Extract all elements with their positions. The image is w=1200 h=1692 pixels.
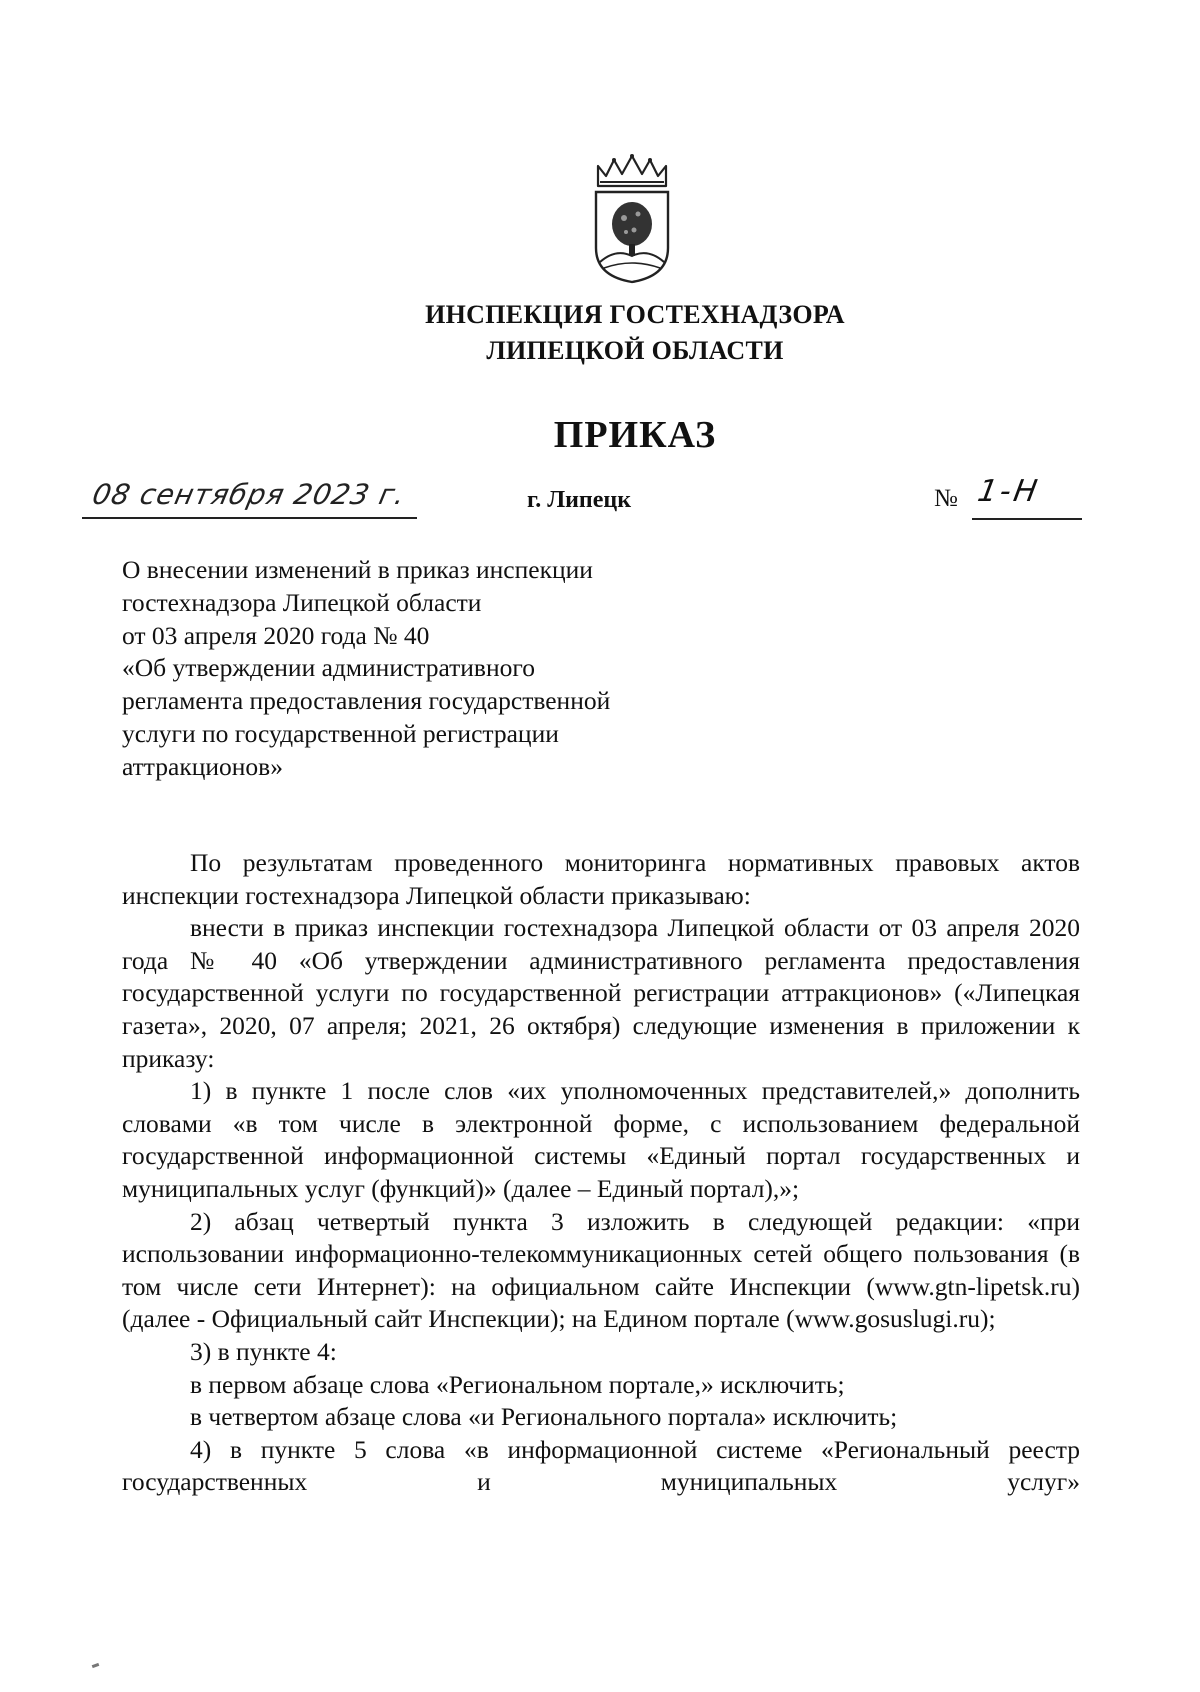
- organization-name-line-2: ЛИПЕЦКОЙ ОБЛАСТИ: [486, 336, 784, 365]
- subject-line: О внесении изменений в приказ инспекции: [122, 555, 593, 584]
- date-underline: [82, 517, 417, 519]
- subject-line: услуги по государственной регистрации: [122, 718, 559, 748]
- body-paragraph: 1) в пункте 1 после слов «их уполномоченных представителей,» дополнить словами «в том числе в электронной форме, с использованием федеральной государственной информационной системы «Единый портал государственных и муниципальных услуг (функций)» (далее – Единый портал),»;: [122, 1076, 1080, 1203]
- body-paragraph: внести в приказ инспекции гостехнадзора Липецкой области от 03 апреля 2020 года № 40 «Об утверждении административного регламента предоставления государственной услуги по государственной регистрации аттракционов» («Липецкая газета», 2020, 07 апреля; 2021, 26 октября) следующие изменения в приложении к приказу:: [122, 913, 1080, 1073]
- subject-line: гостехнадзора Липецкой области: [122, 587, 482, 617]
- order-subject: [122, 554, 682, 784]
- body-paragraph: в четвертом абзаце слова «и Регионального портала» исключить;: [190, 1402, 898, 1432]
- document-type-title: ПРИКАЗ: [553, 414, 717, 456]
- organization-name-line-1: ИНСПЕКЦИЯ ГОСТЕХНАДЗОРА: [425, 300, 845, 329]
- handwritten-order-number: 1-Н: [974, 474, 1043, 509]
- subject-line: от 03 апреля 2020 года № 40: [122, 620, 430, 650]
- body-paragraph: 4) в пункте 5 слова «в информационной системе «Региональный реестр государственных и муниципальных услуг»: [122, 1434, 1080, 1497]
- handwritten-date: 08 сентября 2023 г.: [89, 478, 409, 511]
- body-paragraph: 3) в пункте 4:: [190, 1336, 337, 1366]
- scan-speck: [92, 1663, 100, 1668]
- subject-line: «Об утверждении административного: [122, 653, 535, 683]
- number-label: №: [934, 485, 958, 512]
- body-paragraph: 2) абзац четвертый пункта 3 изложить в следующей редакции: «при использовании информационно-телекоммуникационных сетей общего пользования (в том числе сети Интернет): на официальном сайте Инспекции (www.gtn-lipetsk.ru) (далее - Официальный сайт Инспекции); на Едином портале (www.gosuslugi.ru);: [122, 1206, 1080, 1334]
- lipetsk-region-coat-of-arms-icon: [590, 152, 674, 284]
- body-paragraph: в первом абзаце слова «Региональном портале,» исключить;: [190, 1369, 845, 1399]
- subject-line: аттракционов»: [122, 751, 283, 781]
- order-body: [122, 847, 1080, 1499]
- subject-line: регламента предоставления государственной: [122, 686, 611, 716]
- city-label: г. Липецк: [527, 487, 632, 513]
- number-underline: [972, 518, 1082, 520]
- body-paragraph: По результатам проведенного мониторинга нормативных правовых актов инспекции гостехнадзора Липецкой области приказываю:: [122, 848, 1080, 910]
